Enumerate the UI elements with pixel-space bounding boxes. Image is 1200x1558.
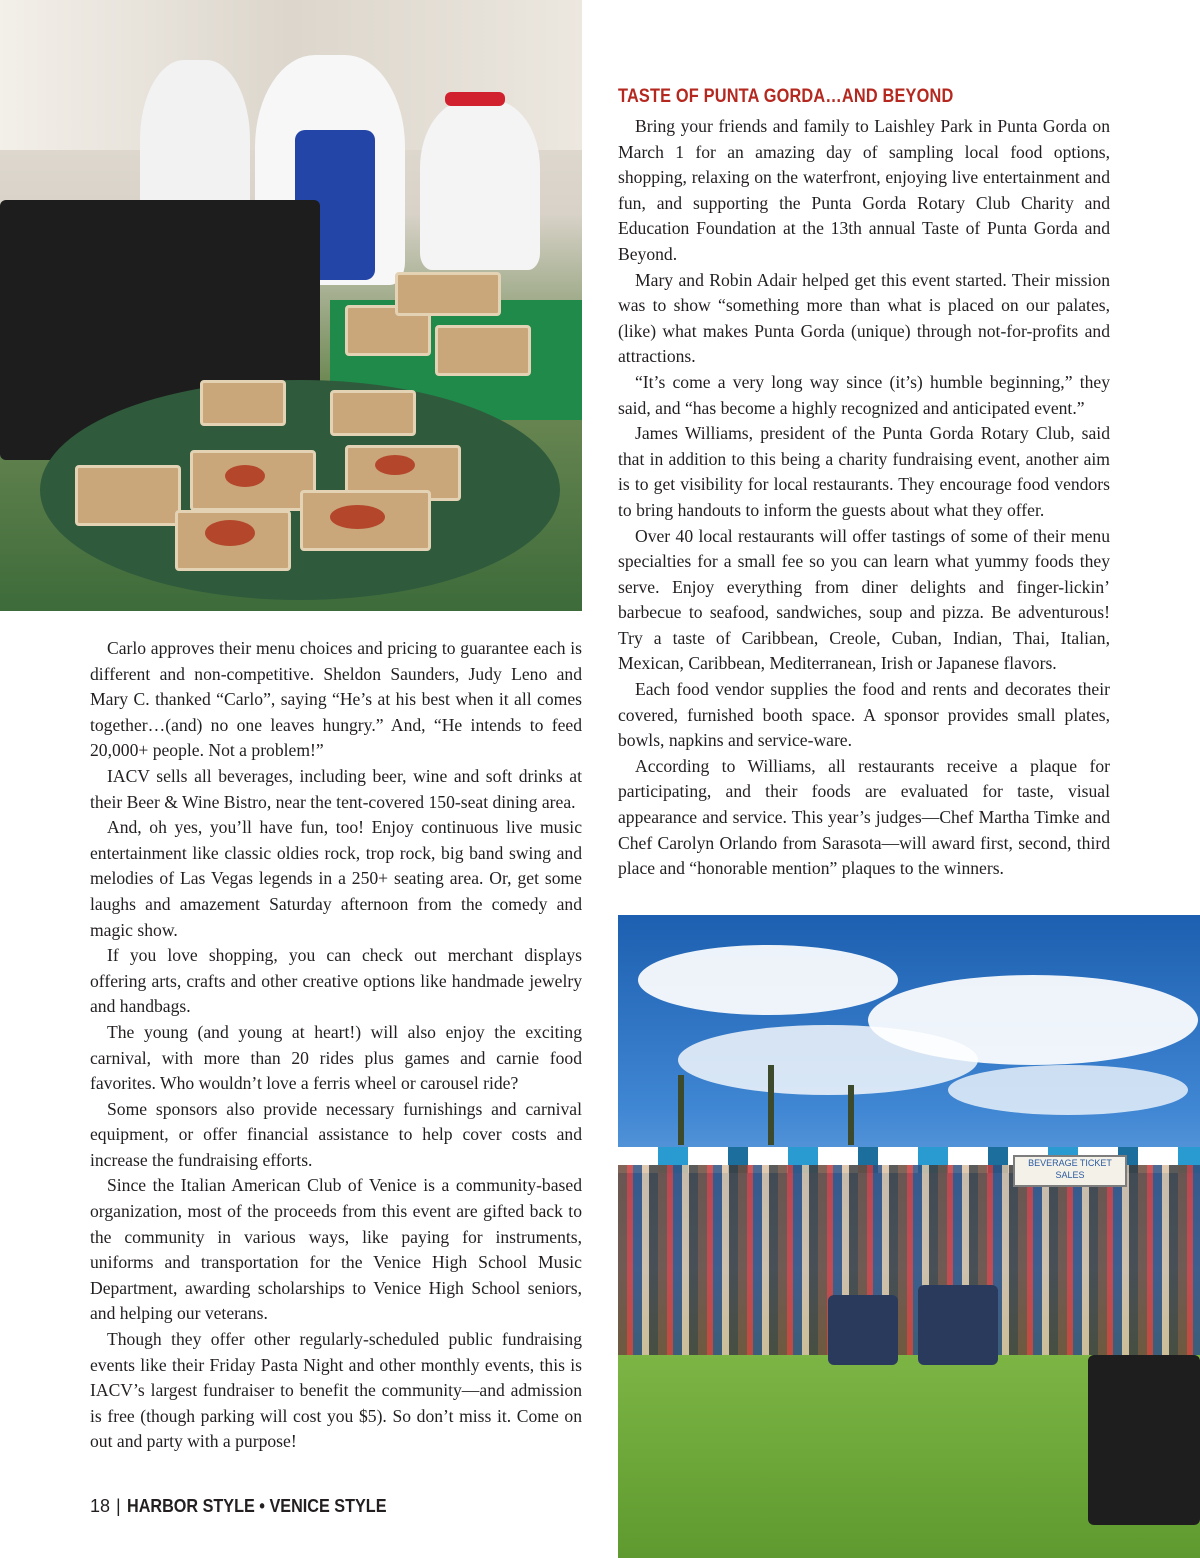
paragraph: Since the Italian American Club of Venice is a community-based organization, most of the proceeds from this event are gifted back to the community in various ways, like paying for instruments, uniforms and transportation for the Venice High School Music Department, awarding scholarships to Venice High School seniors, and helping our veterans. xyxy=(90,1175,582,1324)
footer-separator: | xyxy=(116,1496,121,1516)
right-column xyxy=(618,114,1110,882)
food-tray xyxy=(200,380,286,426)
paragraph: Some sponsors also provide necessary furnishings and carnival equipment, or offer financial assistance to help cover costs and increase the fundraising efforts. xyxy=(90,1098,582,1170)
meatball xyxy=(225,465,265,487)
food-tray xyxy=(395,272,501,316)
paragraph: “It’s come a very long way since (it’s) humble beginning,” they said, and “has become a highly recognized and anticipated event.” xyxy=(618,371,1110,418)
food-tray xyxy=(330,390,416,436)
paragraph: Though they offer other regularly-scheduled public fundraising events like their Friday Pasta Night and other monthly events, this is IACV’s largest fundraiser to benefit the community—and admission is free (though parking will cost you $5). So don’t miss it. Come on out and party with a purpose! xyxy=(90,1329,582,1452)
crowd-festival-photo xyxy=(618,915,1200,1558)
cloud xyxy=(678,1025,978,1095)
left-column xyxy=(90,636,582,1455)
paragraph: Mary and Robin Adair helped get this event started. Their mission was to show “something more than what is placed on our palates, (like) what makes Punta Gorda (unique) through not-for-profits and attractions. xyxy=(618,269,1110,367)
seated-crowd xyxy=(618,1165,1200,1355)
meatball xyxy=(375,455,415,475)
meatball xyxy=(330,505,385,529)
page-number: 18 xyxy=(90,1496,111,1516)
paragraph: Each food vendor supplies the food and rents and decorates their covered, furnished booth space. A sponsor provides small plates, bowls, napkins and service-ware. xyxy=(618,679,1110,751)
paragraph: And, oh yes, you’ll have fun, too! Enjoy continuous live music entertainment like classic oldies rock, trop rock, big band swing and melodies of Las Vegas legends in a 250+ seating area. Or, get some laughs and amazement Saturday afternoon from the comedy and magic show. xyxy=(90,817,582,940)
meatball xyxy=(205,520,255,546)
paragraph: Bring your friends and family to Laishley Park in Punta Gorda on March 1 for an amazing day of sampling local food options, shopping, relaxing on the waterfront, enjoying live entertainment and fun, and supporting the Punta Gorda Rotary Club Charity and Education Foundation at the 13th annual Taste of Punta Gorda and Beyond. xyxy=(618,116,1110,264)
lawn-chair xyxy=(828,1295,898,1365)
paragraph: IACV sells all beverages, including beer, wine and soft drinks at their Beer & Wine Bistro, near the tent-covered 150-seat dining area. xyxy=(90,765,582,812)
food-tray xyxy=(75,465,181,526)
palm-tree xyxy=(768,1065,774,1145)
section-heading: TASTE OF PUNTA GORDA…AND BEYOND xyxy=(618,86,954,107)
cloud xyxy=(948,1065,1188,1115)
paragraph: Carlo approves their menu choices and pricing to guarantee each is different and non-competitive. Sheldon Saunders, Judy Leno and Mary C. thanked “Carlo”, saying “He’s at his best when it all comes together…(and) no one leaves hungry.” And, “He intends to feed 20,000+ people. Not a problem!” xyxy=(90,638,582,761)
lawn-chair xyxy=(918,1285,998,1365)
cloud xyxy=(638,945,898,1015)
beverage-ticket-sign: BEVERAGE TICKET SALES xyxy=(1013,1155,1127,1187)
vendor-woman-right xyxy=(420,100,540,270)
food-tray xyxy=(435,325,531,376)
lawn-chair xyxy=(1088,1355,1200,1525)
page-footer xyxy=(90,1496,415,1517)
paragraph: According to Williams, all restaurants receive a plaque for participating, and their foods are evaluated for taste, visual appearance and service. This year’s judges—Chef Martha Timke and Chef Carolyn Orlando from Sarasota—will award first, second, third place and “honorable mention” plaques to the winners. xyxy=(618,755,1110,879)
paragraph: James Williams, president of the Punta Gorda Rotary Club, said that in addition to this being a charity fundraising event, another aim is to get visibility for local restaurants. They encourage food vendors to bring handouts to inform the guests about what they offer. xyxy=(618,423,1110,520)
palm-tree xyxy=(848,1085,854,1145)
palm-tree xyxy=(678,1075,684,1145)
paragraph: If you love shopping, you can check out merchant displays offering arts, crafts and other creative options like handmade jewelry and handbags. xyxy=(90,945,582,1017)
paragraph: Over 40 local restaurants will offer tastings of some of their menu specialties for a small fee so you can learn what yummy foods they serve. Enjoy everything from diner delights and finger-lickin’ barbecue to seafood, sandwiches, soup and pizza. Be adventurous! Try a taste of Caribbean, Creole, Cuban, Indian, Thai, Italian, Mexican, Caribbean, Mediterranean, Irish or Japanese flavors. xyxy=(618,525,1110,674)
food-vendors-photo xyxy=(0,0,582,611)
red-visor xyxy=(445,92,505,106)
magazine-name: HARBOR STYLE • VENICE STYLE xyxy=(126,1496,387,1516)
paragraph: The young (and young at heart!) will also enjoy the exciting carnival, with more than 20 rides plus games and carnie food favorites. Who wouldn’t love a ferris wheel or carousel ride? xyxy=(90,1021,582,1094)
